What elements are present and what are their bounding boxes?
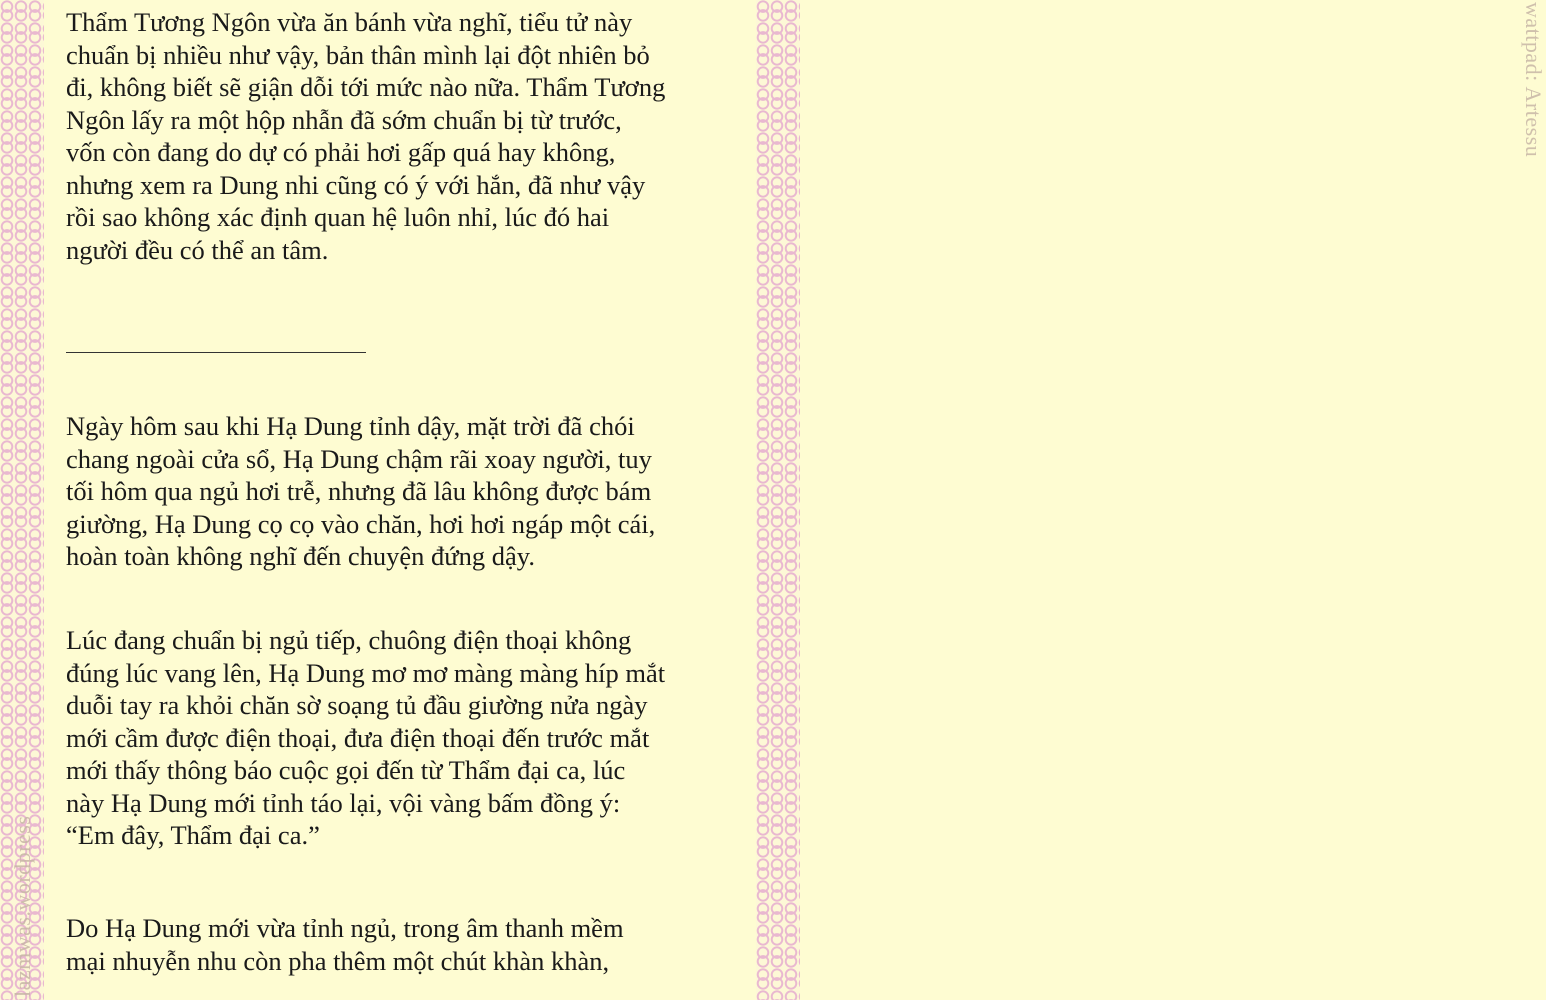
paragraph-4: Do Hạ Dung mới vừa tỉnh ngủ, trong âm thanh mềm mại nhuyễn nhu còn pha thêm một chút khàn khàn,	[66, 913, 624, 976]
paragraph-1: Thẩm Tương Ngôn vừa ăn bánh vừa nghĩ, tiểu tử này chuẩn bị nhiều như vậy, bản thân mình lại đột nhiên bỏ đi, không biết sẽ giận dỗi tới mức nào nữa. Thẩm Tương Ngôn lấy ra một hộp nhẫn đã sớm chuẩn bị từ trước, vốn còn đang do dự có phải hơi gấp quá hay không, nhưng xem ra Dung nhi cũng có ý với hắn, đã như vậy rồi sao không xác định quan hệ luôn nhỉ, lúc đó hai người đều có thể an tâm.	[66, 7, 666, 265]
watermark-left: lazmwas.wordpress	[10, 815, 35, 997]
paragraph-3: Lúc đang chuẩn bị ngủ tiếp, chuông điện thoại không đúng lúc vang lên, Hạ Dung mơ mơ màng màng híp mắt duỗi tay ra khỏi chăn sờ soạng tủ đầu giường nửa ngày mới cầm được điện thoại, đưa điện thoại đến trước mắt mới thấy thông báo cuộc gọi đến từ Thẩm đại ca, lúc này Hạ Dung mới tỉnh táo lại, vội vàng bấm đồng ý: “Em đây, Thẩm đại ca.”	[66, 625, 666, 850]
decorative-border-left	[0, 0, 44, 1000]
section-divider	[66, 352, 366, 353]
paragraph-2: Ngày hôm sau khi Hạ Dung tỉnh dậy, mặt trời đã chói chang ngoài cửa sổ, Hạ Dung chậm rãi xoay người, tuy tối hôm qua ngủ hơi trễ, nhưng đã lâu không được bám giường, Hạ Dung cọ cọ vào chăn, hơi hơi ngáp một cái, hoàn toàn không nghĩ đến chuyện đứng dậy.	[66, 411, 656, 571]
decorative-border-right	[756, 0, 1546, 1000]
watermark-right: wattpad: Artessu	[1521, 2, 1546, 158]
